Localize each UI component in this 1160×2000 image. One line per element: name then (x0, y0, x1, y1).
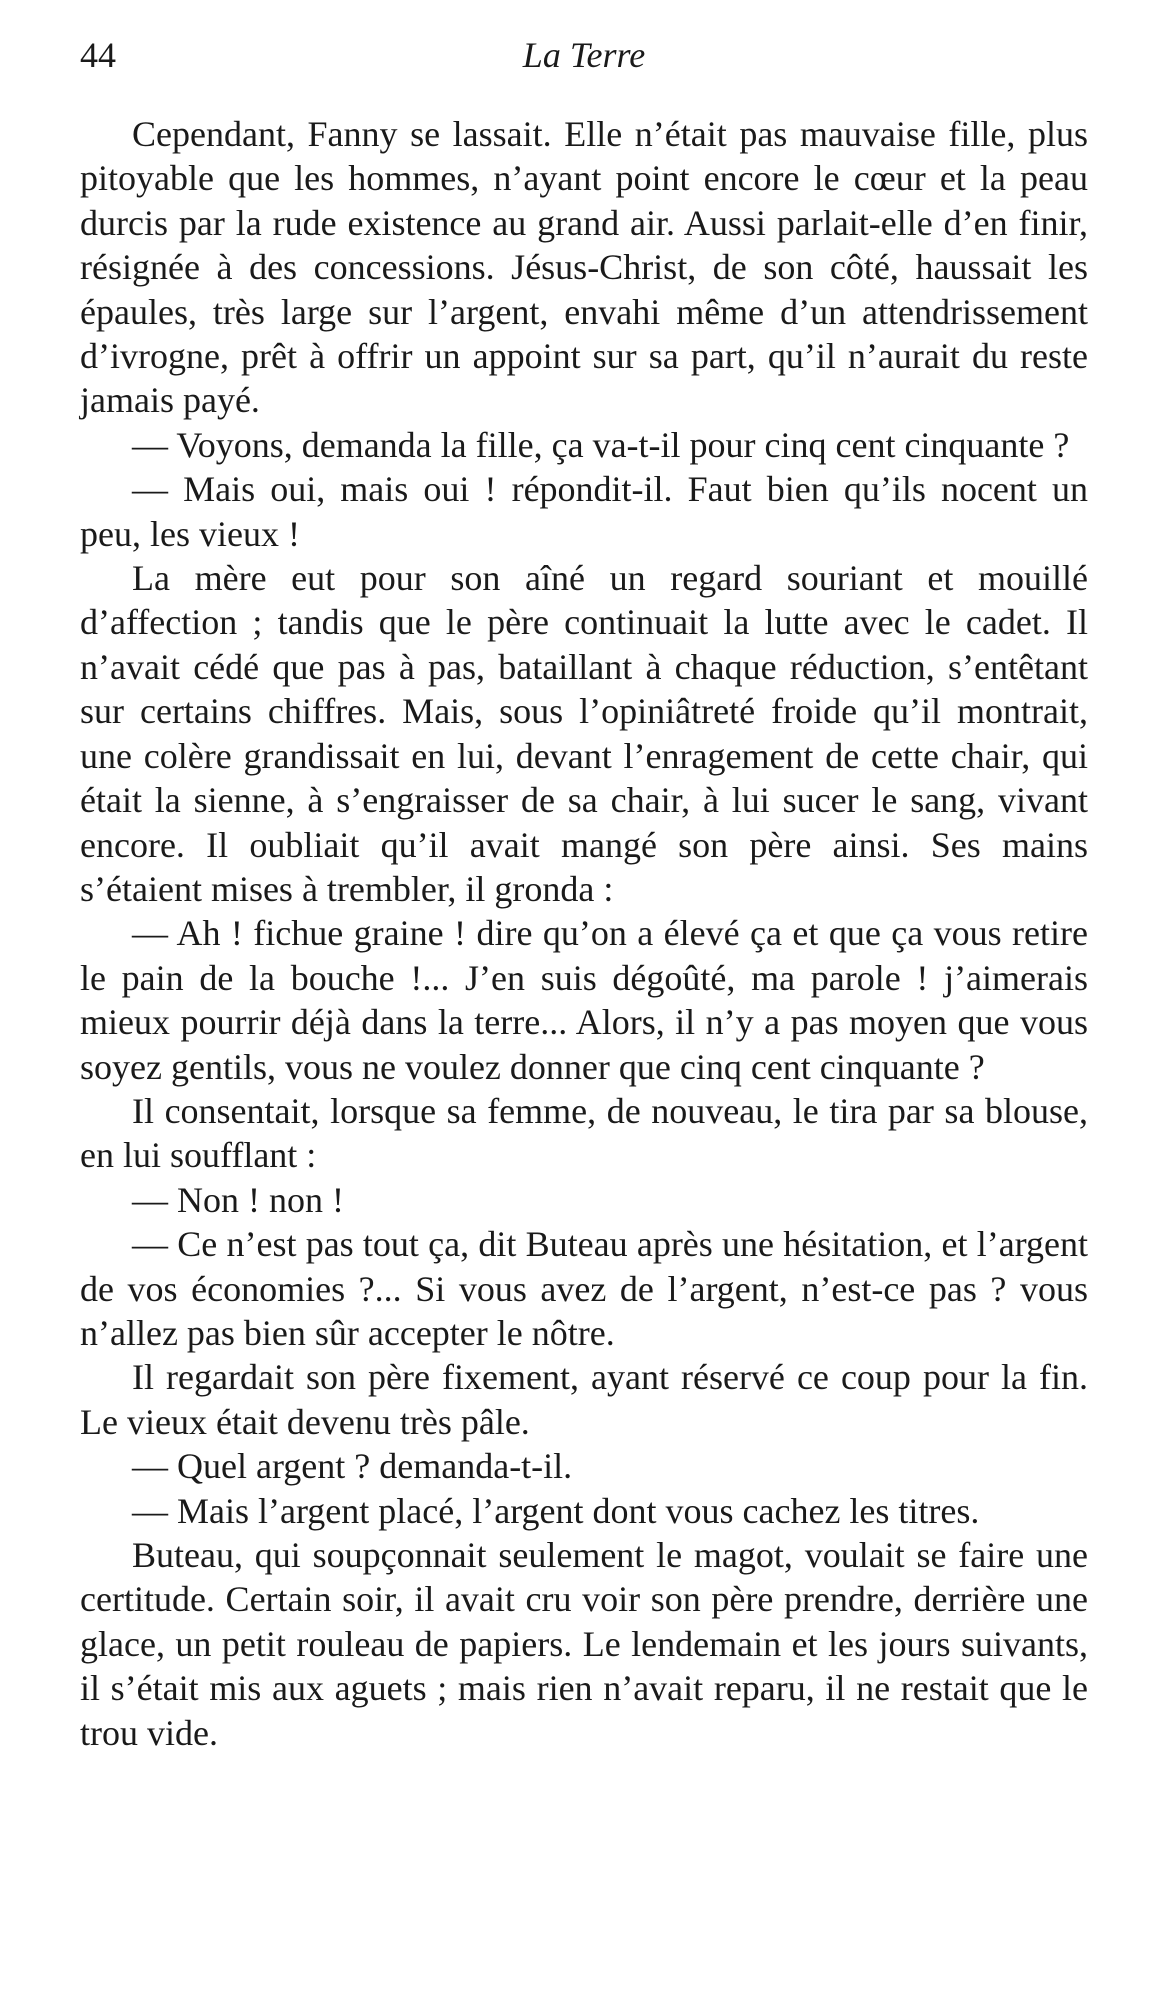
dialogue-line: — Mais l’argent placé, l’argent dont vous cachez les titres. (132, 1490, 980, 1531)
running-head (80, 30, 1088, 80)
dialogue-line: — Ah ! fichue graine ! dire qu’on a élevé ça et que ça vous retire le pain de la bouche !... J’en suis dégoûté, ma parole ! j’aimerais mieux pourrir déjà dans la terre... Alors, il n’y a pas moyen que vous soyez gentils, vous ne voulez donner que cinq cent cinquante ? (80, 913, 1088, 1087)
dialogue-line: — Ce n’est pas tout ça, dit Buteau après une hésitation, et l’argent de vos économies ?... Si vous avez de l’argent, n’est-ce pas ? vous n’allez pas bien sûr accepter le nôtre. (80, 1224, 1088, 1353)
paragraph: Cependant, Fanny se lassait. Elle n’était pas mauvaise fille, plus pitoyable que les hommes, n’ayant point encore le cœur et la peau durcis par la rude existence au grand air. Aussi parlait-elle d’en finir, résignée à des concessions. Jésus-Christ, de son côté, haussait les épaules, très large sur l’argent, envahi même d’un attendrissement d’ivrogne, prêt à offrir un appoint sur sa part, qu’il n’aurait du reste jamais payé. (80, 114, 1088, 421)
dialogue-line: — Quel argent ? demanda-t-il. (132, 1446, 573, 1487)
paragraph: Il consentait, lorsque sa femme, de nouveau, le tira par sa blouse, en lui soufflant : (80, 1090, 1088, 1176)
dialogue-line: — Voyons, demanda la fille, ça va-t-il pour cinq cent cinquante ? (132, 424, 1070, 465)
paragraph: Buteau, qui soupçonnait seulement le magot, voulait se faire une certitude. Certain soir, il avait cru voir son père prendre, derrière une glace, un petit rouleau de papiers. Le lendemain et les jours suivants, il s’était mis aux aguets ; mais rien n’avait reparu, il ne restait que le trou vide. (80, 1535, 1088, 1753)
dialogue-line: — Mais oui, mais oui ! répondit-il. Faut bien qu’ils nocent un peu, les vieux ! (80, 469, 1088, 554)
running-title: La Terre (522, 35, 646, 75)
body-text (80, 112, 1088, 1755)
page-number: 44 (80, 35, 116, 75)
dialogue-line: — Non ! non ! (132, 1179, 344, 1220)
paragraph: Il regardait son père fixement, ayant réservé ce coup pour la fin. Le vieux était devenu très pâle. (80, 1357, 1088, 1442)
paragraph: La mère eut pour son aîné un regard souriant et mouillé d’affection ; tandis que le père continuait la lutte avec le cadet. Il n’avait cédé que pas à pas, bataillant à chaque réduction, s’entêtant sur certains chiffres. Mais, sous l’opiniâtreté froide qu’il montrait, une colère grandissait en lui, devant l’enragement de cette chair, qui était la sienne, à s’engraisser de sa chair, à lui sucer le sang, vivant encore. Il oubliait qu’il avait mangé son père ainsi. Ses mains s’étaient mises à trembler, il gronda : (80, 558, 1088, 909)
